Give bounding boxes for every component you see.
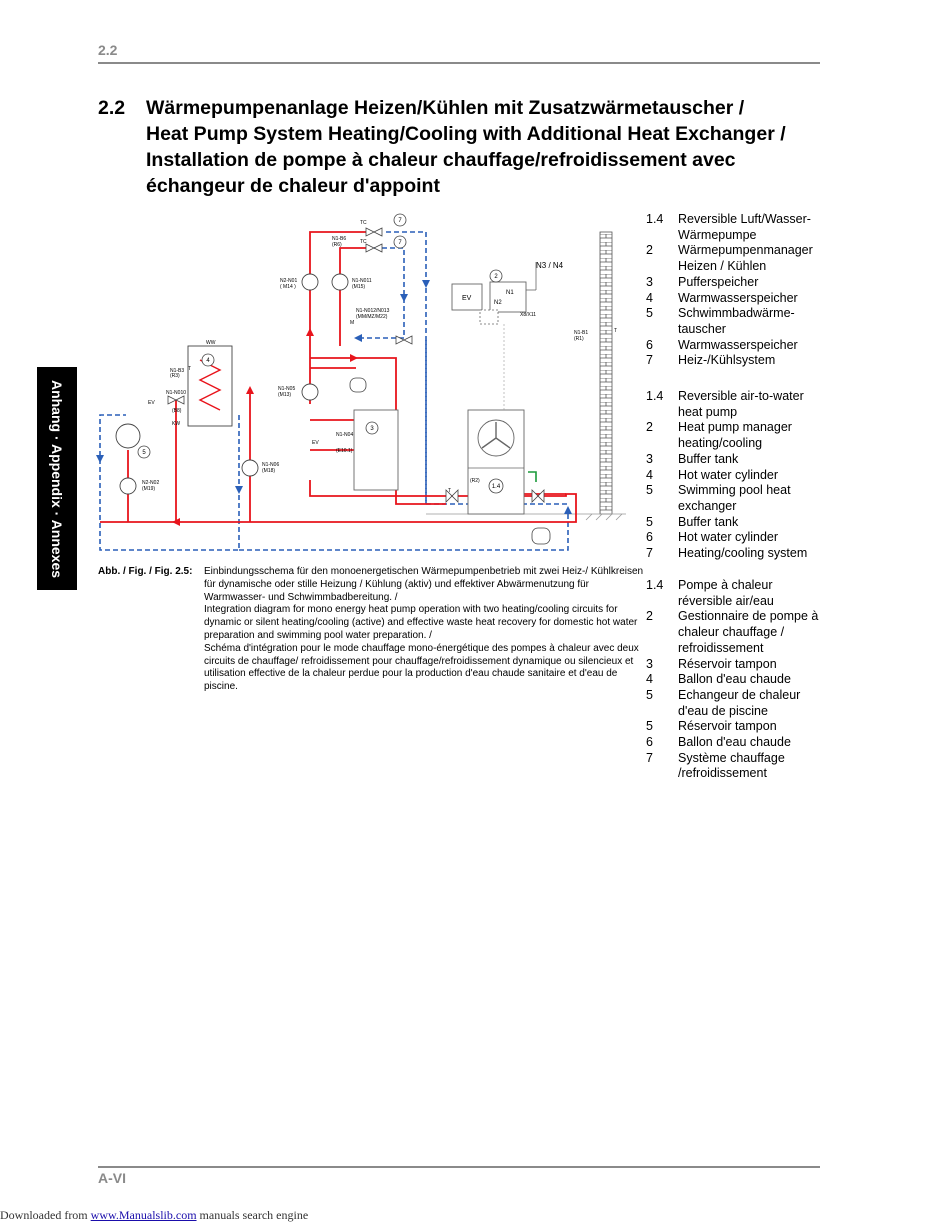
legend-item: 1.4 Reversible air-to-water heat pump — [646, 389, 804, 419]
label-m14: ( M14 ) — [280, 284, 296, 290]
legend-item: 7 Système chauffage /refroidissement — [646, 750, 785, 781]
label-m15: (M15) — [352, 284, 366, 290]
legend-item: 4 Ballon d'eau chaude — [646, 672, 791, 687]
label-n1n012: N1-N012/N013 — [356, 308, 390, 314]
label-kw: KW — [172, 421, 181, 427]
footer-page-label: A-VI — [98, 1170, 126, 1186]
label-n1b1: N1-B1 — [574, 330, 589, 336]
expansion-vessel-2 — [532, 528, 550, 544]
label-x8x11: X8/X11 — [520, 312, 537, 318]
ground-hatch — [426, 514, 626, 520]
legend-item: 5 Swimming pool heat exchanger — [646, 483, 791, 513]
legend-item: 3 Réservoir tampon — [646, 656, 777, 671]
marker-4-label: 4 — [206, 358, 210, 364]
title-line-fr-2: échangeur de chaleur d'appoint — [146, 175, 440, 197]
label-ev-box: EV — [462, 295, 472, 302]
download-suffix: manuals search engine — [199, 1208, 309, 1222]
label-t-wall: T — [614, 328, 618, 334]
label-tc1: TC — [360, 220, 367, 226]
label-ww: WW — [206, 340, 216, 346]
green-line — [528, 472, 536, 482]
legend-item: 6 Hot water cylinder — [646, 530, 779, 545]
legend-item: 3 Pufferspeicher — [646, 274, 759, 289]
label-r3: (R3) — [170, 373, 180, 379]
caption-label: Abb. / Fig. / Fig. 2.5: — [98, 566, 193, 577]
side-tab — [37, 367, 77, 590]
legend-item: 1.4 Reversible Luft/Wasser-Wärmepumpe — [646, 212, 811, 242]
legend-item: 2 Heat pump manager heating/cooling — [646, 420, 792, 451]
caption-text-de: Einbindungsschema für den monoenergetischen Wärmepumpenbetrieb mit zwei Heiz-/ Kühlkreisen für dynamische oder stille Heizung / Kühlung (aktiv) und effektiver Abwärmenutzung für Warmwasser- und Schwimmbadbereitung. / — [204, 566, 644, 603]
label-n3n4: N3 / N4 — [536, 261, 564, 270]
title-line-fr-1: Installation de pompe à chaleur chauffage/refroidissement avec — [146, 149, 736, 171]
legend-item: 2 Wärmepumpenmanager Heizen / Kühlen — [646, 243, 813, 274]
legend-item: 7 Heating/cooling system — [646, 546, 808, 561]
marker-14-label: 1.4 — [491, 484, 501, 490]
title-line-en: Heat Pump System Heating/Cooling with Additional Heat Exchanger / — [146, 123, 786, 145]
legend-item: 2 Gestionnaire de pompe à chaleur chauffage / refroidissement — [646, 609, 819, 655]
legend-item: 5 Schwimmbadwärme-tauscher — [646, 306, 795, 336]
label-n1n010: N1-N010 — [166, 390, 187, 396]
label-n1n011: N1-N011 — [352, 278, 372, 284]
footer-rule — [98, 1166, 820, 1168]
label-ev-left: EV — [148, 400, 155, 406]
marker-7b-label: 7 — [398, 240, 402, 246]
label-mmzm22: (MM/MZ/M22) — [356, 314, 388, 320]
legend-item: 4 Hot water cylinder — [646, 467, 779, 482]
legend-item: 3 Buffer tank — [646, 451, 739, 466]
marker-7a-label: 7 — [398, 218, 402, 224]
legend-item: 7 Heiz-/Kühlsystem — [646, 353, 776, 368]
label-n1n05: N1-N05 — [278, 386, 296, 392]
title-line-de: Wärmepumpenanlage Heizen/Kühlen mit Zusatzwärmetauscher / — [146, 97, 745, 119]
marker-5-label: 5 — [142, 450, 146, 456]
caption-text-fr: Schéma d'intégration pour le mode chauffage mono-énergétique des pompes à chaleur avec deux circuits de chauffage/ refroidissement pour chauffage/refroidissement dynamique ou silencieux et utilisation effective de la chaleur perdue pour la production d'eau chaude sanitaire et d'eau de piscine. — [204, 642, 639, 693]
label-t: T — [448, 488, 452, 494]
label-m18: (M18) — [262, 468, 276, 474]
label-n2n01: N2-N01 — [280, 278, 298, 284]
legend-fr — [646, 578, 826, 782]
integration-diagram — [96, 210, 636, 562]
label-ev-mid: EV — [312, 440, 319, 446]
label-m13: (M13) — [278, 392, 292, 398]
label-m19: (M19) — [142, 486, 156, 492]
header-rule — [98, 62, 820, 64]
label-n2: N2 — [494, 300, 502, 306]
outer-wall — [600, 232, 612, 514]
label-t4: T — [188, 366, 192, 372]
legend-item: 6 Ballon d'eau chaude — [646, 735, 791, 750]
heat-pump-manager — [490, 282, 526, 312]
legend-item: 5 Buffer tank — [646, 514, 739, 529]
legend-item: 5 Réservoir tampon — [646, 719, 777, 734]
label-b8: (B8) — [172, 408, 182, 414]
buffer-tank — [354, 410, 398, 490]
label-r2: (R2) — [470, 478, 480, 484]
legend-de — [646, 212, 826, 369]
title-number: 2.2 — [98, 97, 126, 119]
caption-text-en: Integration diagram for mono energy heat pump operation with two heating/cooling circuits for dynamic or silent heating/cooling (active) and effective waste heat recovery for domestic hot water preparation and swimming pool water preparation. / — [204, 604, 638, 641]
marker-2-label: 2 — [494, 274, 498, 280]
expansion-vessel-1 — [350, 378, 366, 392]
label-tc2: TC — [360, 239, 367, 245]
legend-item: 1.4 Pompe à chaleur réversible air/eau — [646, 578, 774, 608]
manualslib-link[interactable]: www.Manualslib.com — [90, 1208, 197, 1222]
legend-item: 5 Echangeur de chaleur d'eau de piscine — [646, 687, 801, 718]
header-section-number: 2.2 — [98, 42, 118, 58]
legend-item: 6 Warmwasserspeicher — [646, 337, 798, 352]
label-n1n06: N1-N06 — [262, 462, 280, 468]
label-n1n04: N1-N04 — [336, 432, 354, 438]
label-n1b6: N1-B6 — [332, 236, 347, 242]
label-r1: (R1) — [574, 336, 584, 342]
label-m: M — [350, 320, 355, 326]
label-n1b3: N1-B3 — [170, 368, 185, 374]
side-tab-label: Anhang · Appendix · Annexes — [49, 379, 65, 578]
label-r6: (R6) — [332, 242, 342, 248]
legend-en — [646, 389, 826, 562]
marker-3-label: 3 — [370, 426, 374, 432]
label-n2n02: N2-N02 — [142, 480, 160, 486]
label-e101: (E10.1) — [336, 448, 353, 454]
label-n1: N1 — [506, 290, 514, 296]
download-notice — [0, 1208, 308, 1223]
download-prefix: Downloaded from — [0, 1208, 88, 1222]
legend-item: 4 Warmwasserspeicher — [646, 290, 798, 305]
